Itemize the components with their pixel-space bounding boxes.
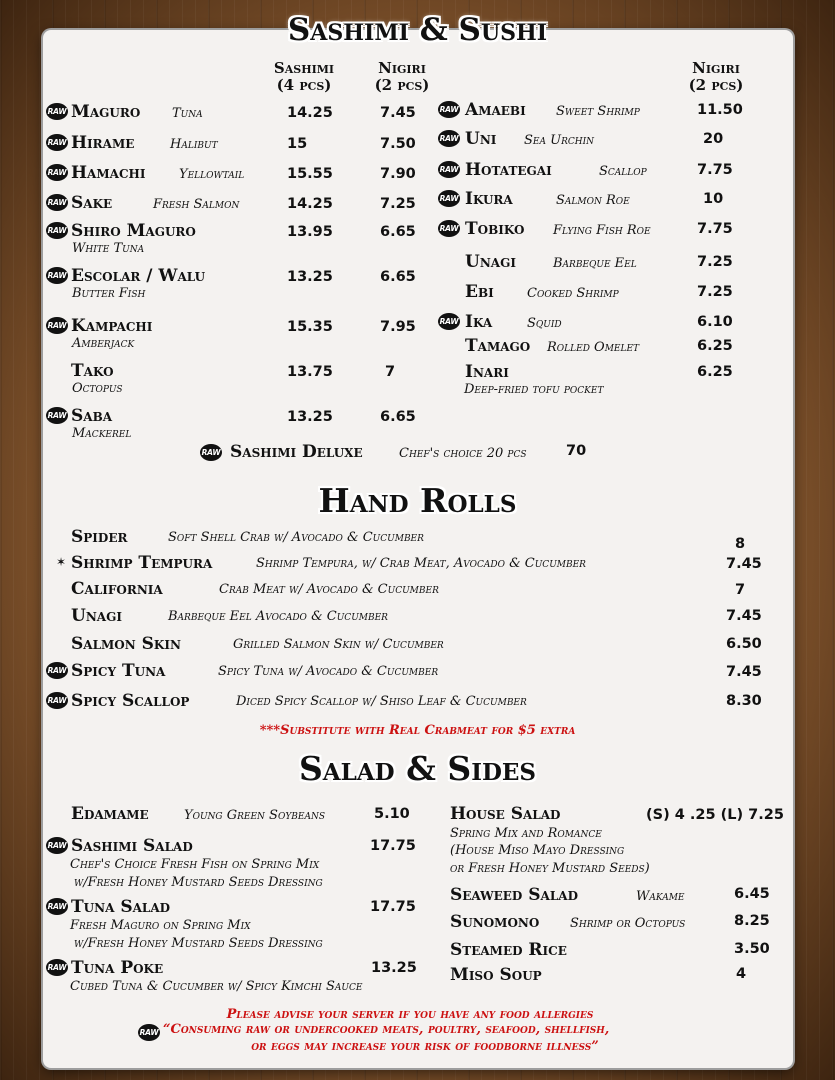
sushi-item-desc: Tuna xyxy=(172,106,203,121)
side-item-price: 3.50 xyxy=(734,941,770,957)
hand-roll-name: California xyxy=(71,579,163,599)
hand-roll-desc: Grilled Salmon Skin w/ Cucumber xyxy=(233,637,444,652)
sashimi-price: 15.35 xyxy=(287,319,333,335)
sushi-item-desc: Barbeque Eel xyxy=(553,256,637,271)
side-item-desc: Shrimp or Octopus xyxy=(570,916,686,931)
sushi-item-name: Ika xyxy=(465,312,493,332)
col-head-nigiri xyxy=(364,60,440,94)
house-salad-price: (S) 4 .25 (L) 7.25 xyxy=(646,807,784,823)
sushi-item-name: Maguro xyxy=(71,102,141,122)
nigiri-price: 7.25 xyxy=(697,284,733,300)
hand-roll-price: 8 xyxy=(735,536,746,552)
sashimi-price: 13.75 xyxy=(287,364,333,380)
raw-icon: RAW xyxy=(46,692,68,709)
sushi-item-sub: White Tuna xyxy=(72,241,145,256)
nigiri-price: 7.25 xyxy=(380,196,416,212)
sushi-item-name: Kampachi xyxy=(71,316,153,336)
sushi-item-desc: Flying Fish Roe xyxy=(553,223,651,238)
nigiri-price: 7.45 xyxy=(380,105,416,121)
raw-icon: RAW xyxy=(138,1024,160,1041)
hand-roll-name: Spider xyxy=(71,527,128,547)
sushi-item-desc: Yellowtail xyxy=(179,167,245,182)
salad-item-line: Cubed Tuna & Cucumber w/ Spicy Kimchi Sauce xyxy=(70,979,363,994)
sushi-item-name: Tamago xyxy=(465,336,531,356)
salad-item-price: 13.25 xyxy=(371,960,417,976)
raw-icon: RAW xyxy=(46,164,68,181)
raw-icon: RAW xyxy=(46,222,68,239)
sushi-item-name: Saba xyxy=(71,406,113,426)
section-title-salad: Salad & Sides xyxy=(298,749,537,788)
sashimi-price: 14.25 xyxy=(287,105,333,121)
salad-item-price: 17.75 xyxy=(370,838,416,854)
sushi-item-name: Escolar / Walu xyxy=(71,266,206,286)
section-title-hand-rolls: Hand Rolls xyxy=(318,481,517,520)
sushi-item-desc: Sea Urchin xyxy=(524,133,595,148)
side-item-price: 8.25 xyxy=(734,913,770,929)
crabmeat-note: ***Substitute with Real Crabmeat for $5 extra xyxy=(259,723,576,738)
raw-warning-line-1: “Consuming raw or undercooked meats, poultry, seafood, shellfish, xyxy=(163,1022,610,1037)
sushi-item-name: Unagi xyxy=(465,252,516,272)
sushi-item-name: Hamachi xyxy=(71,163,146,183)
col-head-sashimi-sub: (4 pcs) xyxy=(276,76,332,94)
salad-item-name: Edamame xyxy=(71,804,149,824)
hand-roll-desc: Soft Shell Crab w/ Avocado & Cucumber xyxy=(168,530,424,545)
hand-roll-price: 7.45 xyxy=(726,556,762,572)
salad-item-line: Chef's Choice Fresh Fish on Spring Mix xyxy=(70,857,320,872)
salad-item-desc: Young Green Soybeans xyxy=(184,808,325,823)
col-head-sashimi xyxy=(262,60,346,94)
nigiri-price: 7.75 xyxy=(697,221,733,237)
raw-icon: RAW xyxy=(438,190,460,207)
col-head-nigiri-right xyxy=(678,60,754,94)
salad-item-line: w/Fresh Honey Mustard Seeds Dressing xyxy=(74,875,323,890)
sushi-item-name: Tako xyxy=(71,361,114,381)
house-salad-line-2: (House Miso Mayo Dressing xyxy=(450,843,625,858)
raw-icon: RAW xyxy=(46,103,68,120)
sushi-item-name: Ikura xyxy=(465,189,513,209)
raw-icon: RAW xyxy=(438,161,460,178)
nigiri-price: 6.10 xyxy=(697,314,733,330)
nigiri-price: 6.25 xyxy=(697,338,733,354)
hand-roll-desc: Crab Meat w/ Avocado & Cucumber xyxy=(219,582,439,597)
raw-icon: RAW xyxy=(46,194,68,211)
sushi-item-desc: Sweet Shrimp xyxy=(556,104,640,119)
hand-roll-name: Spicy Tuna xyxy=(71,661,166,681)
hand-roll-name: Unagi xyxy=(71,606,122,626)
hand-roll-price: 7.45 xyxy=(726,608,762,624)
salad-item-line: Fresh Maguro on Spring Mix xyxy=(70,918,251,933)
nigiri-price: 6.65 xyxy=(380,409,416,425)
hand-roll-price: 7.45 xyxy=(726,664,762,680)
raw-icon: RAW xyxy=(46,267,68,284)
sushi-item-name: Amaebi xyxy=(465,100,526,120)
raw-icon: RAW xyxy=(46,407,68,424)
side-item-price: 6.45 xyxy=(734,886,770,902)
allergy-notice: Please advise your server if you have any food allergies xyxy=(226,1007,594,1022)
nigiri-price: 7.90 xyxy=(380,166,416,182)
deluxe-price: 70 xyxy=(566,443,587,459)
raw-icon: RAW xyxy=(46,134,68,151)
sushi-item-desc: Scallop xyxy=(599,164,647,179)
col-head-nigiri-right-label: Nigiri xyxy=(692,59,740,77)
raw-icon: RAW xyxy=(46,837,68,854)
hand-roll-name: Spicy Scallop xyxy=(71,691,190,711)
hand-roll-desc: Spicy Tuna w/ Avocado & Cucumber xyxy=(218,664,439,679)
nigiri-price: 7.75 xyxy=(697,162,733,178)
raw-icon: RAW xyxy=(438,101,460,118)
star-icon: ✶ xyxy=(56,555,67,569)
side-item-name: Miso Soup xyxy=(450,965,542,985)
nigiri-price: 7.95 xyxy=(380,319,416,335)
nigiri-price: 6.25 xyxy=(697,364,733,380)
sushi-item-name: Hirame xyxy=(71,133,135,153)
sashimi-price: 13.95 xyxy=(287,224,333,240)
sushi-item-name: Shiro Maguro xyxy=(71,221,196,241)
side-item-name: Sunomono xyxy=(450,912,540,932)
col-head-nigiri-sub: (2 pcs) xyxy=(374,76,430,94)
raw-icon: RAW xyxy=(438,313,460,330)
hand-roll-name: Shrimp Tempura xyxy=(71,553,213,573)
nigiri-price: 7.25 xyxy=(697,254,733,270)
raw-icon: RAW xyxy=(46,317,68,334)
sashimi-price: 15 xyxy=(287,136,308,152)
nigiri-price: 6.65 xyxy=(380,224,416,240)
sashimi-price: 13.25 xyxy=(287,269,333,285)
nigiri-price: 6.65 xyxy=(380,269,416,285)
raw-icon: RAW xyxy=(438,220,460,237)
raw-icon: RAW xyxy=(46,959,68,976)
sushi-item-name: Hotategai xyxy=(465,160,552,180)
sushi-item-sub: Mackerel xyxy=(72,426,132,441)
sushi-item-desc: Rolled Omelet xyxy=(547,340,640,355)
sushi-item-desc: Squid xyxy=(527,316,562,331)
sushi-item-sub: Deep-fried tofu pocket xyxy=(464,382,604,397)
hand-roll-desc: Diced Spicy Scallop w/ Shiso Leaf & Cucumber xyxy=(236,694,527,709)
side-item-name: Seaweed Salad xyxy=(450,885,578,905)
house-salad-name: House Salad xyxy=(450,804,561,824)
hand-roll-name: Salmon Skin xyxy=(71,634,181,654)
nigiri-price: 11.50 xyxy=(697,102,743,118)
salad-item-name: Sashimi Salad xyxy=(71,836,193,856)
col-head-nigiri-label: Nigiri xyxy=(378,59,426,77)
sushi-item-name: Ebi xyxy=(465,282,494,302)
section-title-sushi: Sashimi & Sushi xyxy=(287,12,548,48)
sashimi-price: 14.25 xyxy=(287,196,333,212)
sushi-item-name: Tobiko xyxy=(465,219,525,239)
sushi-item-desc: Halibut xyxy=(170,137,218,152)
nigiri-price: 10 xyxy=(703,191,724,207)
side-item-desc: Wakame xyxy=(636,889,685,904)
sushi-item-sub: Octopus xyxy=(72,381,123,396)
col-head-sashimi-label: Sashimi xyxy=(273,59,335,77)
col-head-nigiri-right-sub: (2 pcs) xyxy=(688,76,744,94)
side-item-name: Steamed Rice xyxy=(450,940,567,960)
sushi-item-name: Sake xyxy=(71,193,113,213)
hand-roll-desc: Shrimp Tempura, w/ Crab Meat, Avocado & Cucumber xyxy=(256,556,586,571)
raw-warning-line-2: or eggs may increase your risk of foodborne illness” xyxy=(251,1039,599,1054)
hand-roll-price: 6.50 xyxy=(726,636,762,652)
salad-item-line: w/Fresh Honey Mustard Seeds Dressing xyxy=(74,936,323,951)
sushi-item-desc: Fresh Salmon xyxy=(153,197,240,212)
nigiri-price: 20 xyxy=(703,131,724,147)
raw-icon: RAW xyxy=(438,130,460,147)
raw-icon: RAW xyxy=(200,444,222,461)
salad-item-price: 17.75 xyxy=(370,899,416,915)
sushi-item-desc: Salmon Roe xyxy=(556,193,630,208)
salad-item-price: 5.10 xyxy=(374,806,410,822)
deluxe-name: Sashimi Deluxe xyxy=(230,442,363,462)
hand-roll-price: 7 xyxy=(735,582,746,598)
salad-item-name: Tuna Salad xyxy=(71,897,171,917)
sushi-item-name: Inari xyxy=(465,362,509,382)
sashimi-price: 15.55 xyxy=(287,166,333,182)
nigiri-price: 7 xyxy=(385,364,396,380)
sushi-item-name: Uni xyxy=(465,129,497,149)
hand-roll-price: 8.30 xyxy=(726,693,762,709)
house-salad-line-3: or Fresh Honey Mustard Seeds) xyxy=(450,861,650,876)
nigiri-price: 7.50 xyxy=(380,136,416,152)
deluxe-desc: Chef's choice 20 pcs xyxy=(399,446,527,461)
hand-roll-desc: Barbeque Eel Avocado & Cucumber xyxy=(168,609,388,624)
sashimi-price: 13.25 xyxy=(287,409,333,425)
raw-icon: RAW xyxy=(46,898,68,915)
side-item-price: 4 xyxy=(736,966,747,982)
sushi-item-sub: Amberjack xyxy=(72,336,135,351)
house-salad-line-1: Spring Mix and Romance xyxy=(450,826,602,841)
sushi-item-desc: Cooked Shrimp xyxy=(527,286,619,301)
salad-item-name: Tuna Poke xyxy=(71,958,164,978)
sushi-item-sub: Butter Fish xyxy=(72,286,146,301)
raw-icon: RAW xyxy=(46,662,68,679)
